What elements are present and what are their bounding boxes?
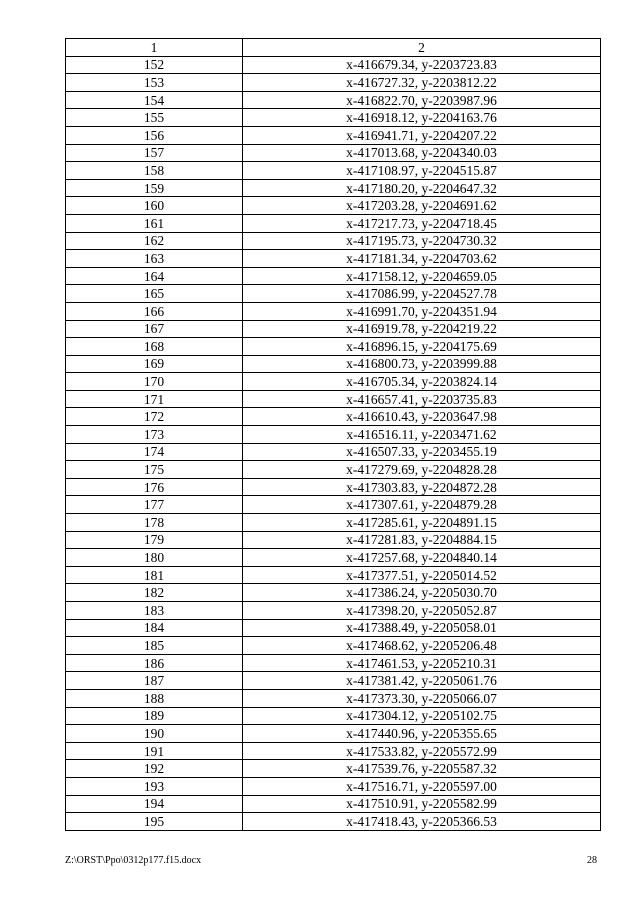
point-number-cell: 181 bbox=[66, 566, 243, 584]
point-number-cell: 195 bbox=[66, 813, 243, 831]
coordinates-cell: x-416918.12, y-2204163.76 bbox=[243, 109, 601, 127]
coordinates-cell: x-417108.97, y-2204515.87 bbox=[243, 162, 601, 180]
point-number-cell: 194 bbox=[66, 795, 243, 813]
point-number-cell: 172 bbox=[66, 408, 243, 426]
coordinates-cell: x-417398.20, y-2205052.87 bbox=[243, 602, 601, 620]
coordinates-cell: x-417381.42, y-2205061.76 bbox=[243, 672, 601, 690]
coordinates-cell: x-417281.83, y-2204884.15 bbox=[243, 531, 601, 549]
coordinates-cell: x-416507.33, y-2203455.19 bbox=[243, 443, 601, 461]
table-row bbox=[66, 91, 601, 109]
coordinates-cell: x-417516.71, y-2205597.00 bbox=[243, 777, 601, 795]
point-number-cell: 166 bbox=[66, 302, 243, 320]
coordinates-cell: x-417386.24, y-2205030.70 bbox=[243, 584, 601, 602]
point-number-cell: 191 bbox=[66, 742, 243, 760]
column-header-coordinates: 2 bbox=[243, 39, 601, 57]
table-row bbox=[66, 478, 601, 496]
coordinates-cell: x-417304.12, y-2205102.75 bbox=[243, 707, 601, 725]
point-number-cell: 165 bbox=[66, 285, 243, 303]
table-row bbox=[66, 566, 601, 584]
table-row bbox=[66, 179, 601, 197]
table-row bbox=[66, 338, 601, 356]
table-row bbox=[66, 514, 601, 532]
coordinates-cell: x-416516.11, y-2203471.62 bbox=[243, 426, 601, 444]
point-number-cell: 159 bbox=[66, 179, 243, 197]
table-row bbox=[66, 584, 601, 602]
table-row bbox=[66, 320, 601, 338]
coordinates-cell: x-416941.71, y-2204207.22 bbox=[243, 126, 601, 144]
coordinates-cell: x-417257.68, y-2204840.14 bbox=[243, 549, 601, 567]
point-number-cell: 158 bbox=[66, 162, 243, 180]
table-row bbox=[66, 672, 601, 690]
table-header bbox=[66, 39, 601, 57]
table-row bbox=[66, 813, 601, 831]
table-row bbox=[66, 126, 601, 144]
coordinates-cell: x-416991.70, y-2204351.94 bbox=[243, 302, 601, 320]
table-row bbox=[66, 549, 601, 567]
coordinates-cell: x-416657.41, y-2203735.83 bbox=[243, 390, 601, 408]
table-row bbox=[66, 654, 601, 672]
point-number-cell: 154 bbox=[66, 91, 243, 109]
point-number-cell: 178 bbox=[66, 514, 243, 532]
table-row bbox=[66, 426, 601, 444]
point-number-cell: 164 bbox=[66, 267, 243, 285]
coordinates-cell: x-417377.51, y-2205014.52 bbox=[243, 566, 601, 584]
point-number-cell: 169 bbox=[66, 355, 243, 373]
point-number-cell: 163 bbox=[66, 250, 243, 268]
point-number-cell: 174 bbox=[66, 443, 243, 461]
table-row bbox=[66, 602, 601, 620]
table-row bbox=[66, 56, 601, 74]
coordinates-cell: x-417307.61, y-2204879.28 bbox=[243, 496, 601, 514]
table-row bbox=[66, 619, 601, 637]
point-number-cell: 188 bbox=[66, 689, 243, 707]
table-row bbox=[66, 74, 601, 92]
table-row bbox=[66, 531, 601, 549]
point-number-cell: 157 bbox=[66, 144, 243, 162]
point-number-cell: 192 bbox=[66, 760, 243, 778]
table-row bbox=[66, 390, 601, 408]
coordinates-cell: x-417203.28, y-2204691.62 bbox=[243, 197, 601, 215]
point-number-cell: 189 bbox=[66, 707, 243, 725]
table-row bbox=[66, 302, 601, 320]
point-number-cell: 162 bbox=[66, 232, 243, 250]
point-number-cell: 153 bbox=[66, 74, 243, 92]
coordinates-cell: x-417158.12, y-2204659.05 bbox=[243, 267, 601, 285]
point-number-cell: 183 bbox=[66, 602, 243, 620]
point-number-cell: 190 bbox=[66, 725, 243, 743]
coordinates-cell: x-417510.91, y-2205582.99 bbox=[243, 795, 601, 813]
point-number-cell: 161 bbox=[66, 214, 243, 232]
table-row bbox=[66, 162, 601, 180]
point-number-cell: 175 bbox=[66, 461, 243, 479]
table-row bbox=[66, 197, 601, 215]
footer-page-number: 28 bbox=[587, 855, 597, 866]
table-row bbox=[66, 355, 601, 373]
table-row bbox=[66, 637, 601, 655]
table-row bbox=[66, 285, 601, 303]
point-number-cell: 187 bbox=[66, 672, 243, 690]
coordinates-cell: x-417279.69, y-2204828.28 bbox=[243, 461, 601, 479]
coordinates-cell: x-417440.96, y-2205355.65 bbox=[243, 725, 601, 743]
coordinates-cell: x-417468.62, y-2205206.48 bbox=[243, 637, 601, 655]
table-row bbox=[66, 267, 601, 285]
point-number-cell: 160 bbox=[66, 197, 243, 215]
point-number-cell: 180 bbox=[66, 549, 243, 567]
point-number-cell: 185 bbox=[66, 637, 243, 655]
coordinates-cell: x-416679.34, y-2203723.83 bbox=[243, 56, 601, 74]
coordinates-cell: x-416705.34, y-2203824.14 bbox=[243, 373, 601, 391]
point-number-cell: 193 bbox=[66, 777, 243, 795]
point-number-cell: 186 bbox=[66, 654, 243, 672]
table-row bbox=[66, 214, 601, 232]
coordinates-cell: x-417285.61, y-2204891.15 bbox=[243, 514, 601, 532]
coordinates-cell: x-417539.76, y-2205587.32 bbox=[243, 760, 601, 778]
point-number-cell: 156 bbox=[66, 126, 243, 144]
coordinates-cell: x-417013.68, y-2204340.03 bbox=[243, 144, 601, 162]
coordinates-cell: x-416800.73, y-2203999.88 bbox=[243, 355, 601, 373]
point-number-cell: 168 bbox=[66, 338, 243, 356]
table-row bbox=[66, 795, 601, 813]
table-row bbox=[66, 760, 601, 778]
point-number-cell: 167 bbox=[66, 320, 243, 338]
point-number-cell: 184 bbox=[66, 619, 243, 637]
coordinates-cell: x-416919.78, y-2204219.22 bbox=[243, 320, 601, 338]
table-row bbox=[66, 232, 601, 250]
table-row bbox=[66, 408, 601, 426]
column-header-number: 1 bbox=[66, 39, 243, 57]
table-row bbox=[66, 707, 601, 725]
coordinates-cell: x-417180.20, y-2204647.32 bbox=[243, 179, 601, 197]
coordinates-cell: x-417217.73, y-2204718.45 bbox=[243, 214, 601, 232]
point-number-cell: 176 bbox=[66, 478, 243, 496]
table-body bbox=[66, 56, 601, 830]
point-number-cell: 173 bbox=[66, 426, 243, 444]
point-number-cell: 155 bbox=[66, 109, 243, 127]
table-row bbox=[66, 250, 601, 268]
table-row bbox=[66, 461, 601, 479]
coordinates-cell: x-416610.43, y-2203647.98 bbox=[243, 408, 601, 426]
table-row bbox=[66, 725, 601, 743]
point-number-cell: 152 bbox=[66, 56, 243, 74]
coordinates-cell: x-416896.15, y-2204175.69 bbox=[243, 338, 601, 356]
coordinates-cell: x-417461.53, y-2205210.31 bbox=[243, 654, 601, 672]
coordinates-cell: x-417181.34, y-2204703.62 bbox=[243, 250, 601, 268]
coordinates-cell: x-417388.49, y-2205058.01 bbox=[243, 619, 601, 637]
point-number-cell: 179 bbox=[66, 531, 243, 549]
table-row bbox=[66, 777, 601, 795]
header-row bbox=[66, 39, 601, 57]
coordinates-cell: x-417303.83, y-2204872.28 bbox=[243, 478, 601, 496]
coordinates-cell: x-416727.32, y-2203812.22 bbox=[243, 74, 601, 92]
coordinates-cell: x-417418.43, y-2205366.53 bbox=[243, 813, 601, 831]
table-row bbox=[66, 443, 601, 461]
point-number-cell: 171 bbox=[66, 390, 243, 408]
table-row bbox=[66, 373, 601, 391]
coordinates-cell: x-417533.82, y-2205572.99 bbox=[243, 742, 601, 760]
coordinates-cell: x-417373.30, y-2205066.07 bbox=[243, 689, 601, 707]
point-number-cell: 182 bbox=[66, 584, 243, 602]
table-row bbox=[66, 742, 601, 760]
table-row bbox=[66, 109, 601, 127]
coordinates-cell: x-417195.73, y-2204730.32 bbox=[243, 232, 601, 250]
table-row bbox=[66, 144, 601, 162]
coordinates-table bbox=[65, 38, 601, 831]
coordinates-cell: x-417086.99, y-2204527.78 bbox=[243, 285, 601, 303]
footer-file-path: Z:\ORST\Ppo\0312p177.f15.docx bbox=[65, 855, 202, 866]
table-row bbox=[66, 689, 601, 707]
point-number-cell: 177 bbox=[66, 496, 243, 514]
point-number-cell: 170 bbox=[66, 373, 243, 391]
table-row bbox=[66, 496, 601, 514]
coordinates-cell: x-416822.70, y-2203987.96 bbox=[243, 91, 601, 109]
